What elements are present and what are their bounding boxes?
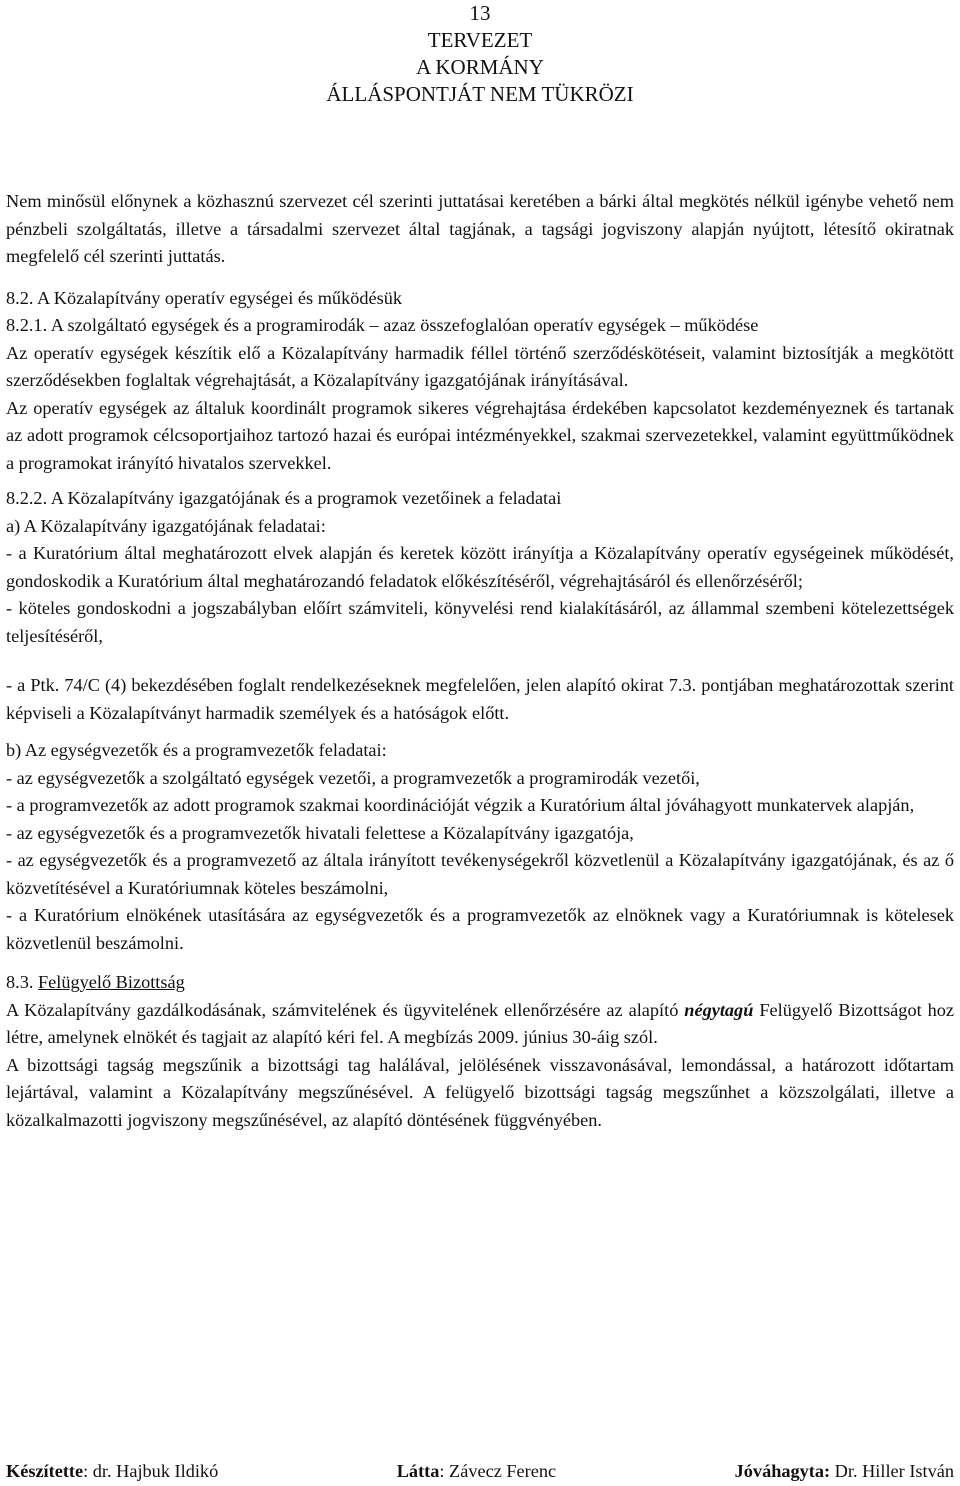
section-heading-8-2-2: 8.2.2. A Közalapítvány igazgatójának és a programok vezetőinek a feladatai: [6, 488, 562, 508]
list-a-item: - a Kuratórium által meghatározott elvek alapján és keretek között irányítja a Közalapítvány operatív egységeinek működését, gondoskodik a Kuratórium által meghatározandó feladatok előkészítéséről, végrehajtásáról és ellenőrzéséről;: [6, 543, 954, 591]
paragraph-8-3-b: A bizottsági tagság megszűnik a bizottsági tag halálával, jelölésének visszavonásával, lemondással, a határozott időtartam lejártával, valamint a Közalapítvány megszűnésével. A felügyelő bizottsági tagság megszűnhet a közszolgálati, illetve a közalkalmazotti jogviszony megszűnésével, az alapító döntésének függvényében.: [6, 1054, 954, 1130]
section-number: 8.3.: [6, 972, 34, 992]
paragraph-text: A Közalapítvány gazdálkodásának, számvitelének és ügyvitelének ellenőrzésére az alapító: [6, 999, 679, 1020]
document-header: [6, 0, 954, 108]
list-b-item: - az egységvezetők és a programvezetők hivatali felettese a Közalapítvány igazgatója,: [6, 822, 634, 843]
paragraph-8-2-1-a: Az operatív egységek készítik elő a Közalapítvány harmadik féllel történő szerződéskötéseit, valamint biztosítják a megkötött szerződésekben foglaltak végrehajtását, a Közalapítvány igazgatójának irányításával.: [6, 342, 954, 390]
paragraph-8-3-a: [6, 997, 954, 1052]
government-label: A KORMÁNY: [416, 55, 544, 79]
signature-footer: [6, 1458, 954, 1484]
section-title: Felügyelő Bizottság: [38, 972, 185, 992]
paragraph-text: Felügyelő Bizottságot hoz létre, amelynek elnökét és tagjait az alapító kéri fel. A megbízás 2009. június 30-áig szól.: [6, 999, 954, 1047]
list-b-item: - a programvezetők az adott programok szakmai koordinációját végzik a Kuratórium által jóváhagyott munkatervek alapján,: [6, 795, 915, 815]
approved-value: Dr. Hiller István: [830, 1461, 954, 1481]
list-b-item: - az egységvezetők és a programvezető az általa irányított tevékenységekről közvetlenül a Közalapítvány igazgatójának, és az ő közvetítésével a Kuratóriumnak köteles beszámolni,: [6, 850, 954, 898]
disclaimer-label: ÁLLÁSPONTJÁT NEM TÜKRÖZI: [326, 82, 634, 106]
section-heading-8-3: [6, 969, 954, 997]
emphasized-word: négytagú: [684, 999, 754, 1020]
list-a-title: a) A Közalapítvány igazgatójának feladatai:: [6, 515, 326, 536]
seen-by: [397, 1458, 556, 1484]
draft-label: TERVEZET: [427, 28, 533, 52]
list-a-item: - a Ptk. 74/C (4) bekezdésében foglalt rendelkezéseknek megfelelően, jelen alapító okirat 7.3. pontjában meghatározottak szerint képviseli a Közalapítványt harmadik személyek és a hatóságok előtt.: [6, 675, 954, 723]
approved-by: [735, 1458, 954, 1484]
list-b-title: b) Az egységvezetők és a programvezetők feladatai:: [6, 740, 387, 760]
document-page: [6, 0, 954, 1134]
paragraph-8-2-1-b: Az operatív egységek az általuk koordinált programok sikeres végrehajtása érdekében kapcsolatot kezdeményeznek és tartanak az adott programok célcsoportjaihoz tartozó hazai és európai intézményekkel, szakmai szervezetekkel, valamint együttműködnek a programokat irányító hivatalos szervekkel.: [6, 397, 954, 473]
section-heading-8-2: 8.2. A Közalapítvány operatív egységei és működésük: [6, 287, 403, 308]
list-b-item: - a Kuratórium elnökének utasítására az egységvezetők és a programvezetők az elnöknek vagy a Kuratóriumnak is kötelesek közvetlenül beszámolni.: [6, 905, 954, 953]
intro-paragraph: Nem minősül előnynek a közhasznú szervezet cél szerinti juttatásai keretében a bárki által megkötés nélkül igénybe vehető nem pénzbeli szolgáltatás, illetve a társadalmi szervezet által tagjának, a tagsági jogviszony alapján nyújtott, létesítő okiratnak megfelelő cél szerinti juttatás.: [6, 191, 954, 266]
approved-label: Jóváhagyta:: [734, 1461, 831, 1481]
list-a-item: - köteles gondoskodni a jogszabályban előírt számviteli, könyvelési rend kialakításáról, az állammal szembeni kötelezettségek teljesítéséről,: [6, 598, 954, 646]
page-number: 13: [469, 1, 491, 25]
prepared-value: : dr. Hajbuk Ildikó: [83, 1461, 219, 1481]
prepared-label: Készítette: [6, 1461, 84, 1481]
list-b-item: - az egységvezetők a szolgáltató egységek vezetői, a programvezetők a programirodák vezetői,: [6, 767, 700, 788]
seen-value: : Závecz Ferenc: [439, 1461, 557, 1481]
seen-label: Látta: [396, 1461, 440, 1481]
prepared-by: [6, 1458, 218, 1484]
section-heading-8-2-1: 8.2.1. A szolgáltató egységek és a programirodák – azaz összefoglalóan operatív egységek – működése: [6, 315, 759, 335]
